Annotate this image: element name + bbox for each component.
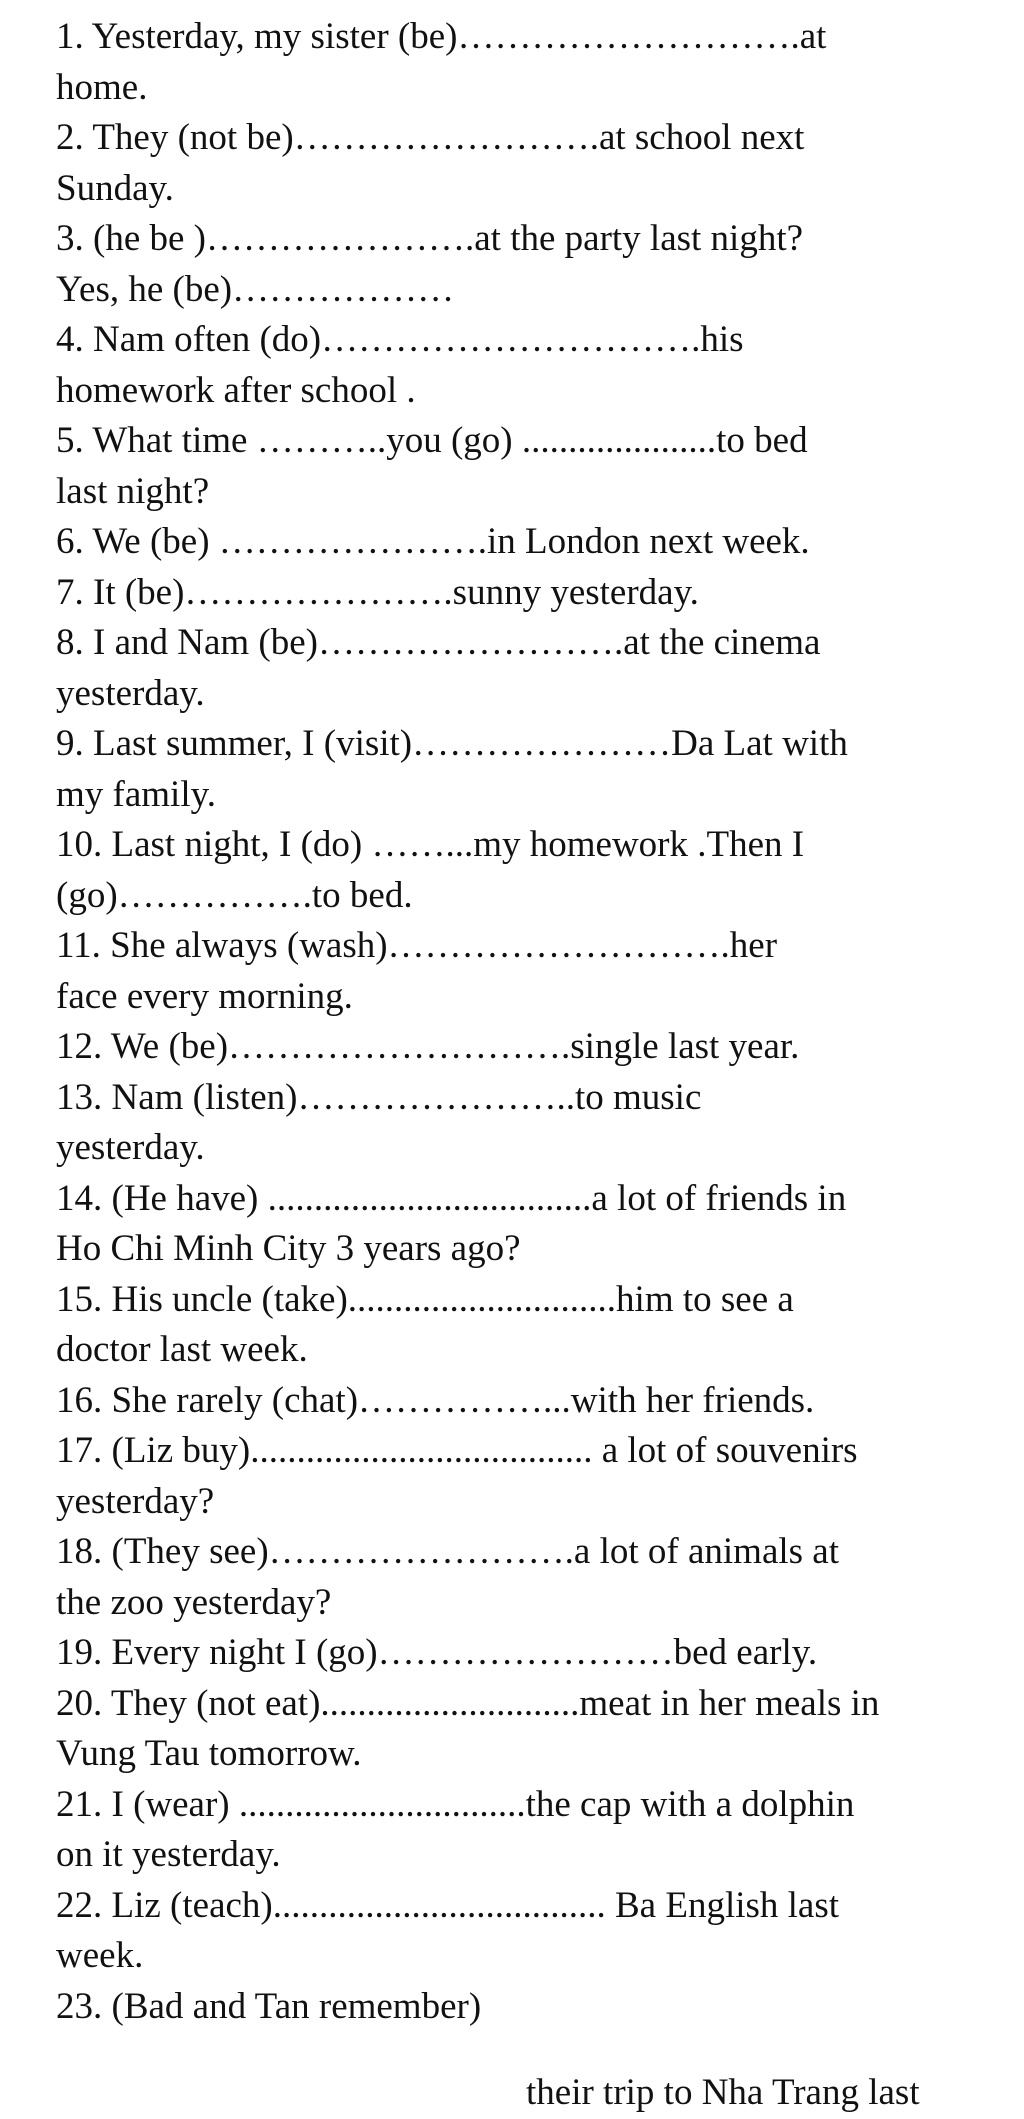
exercise-line: 20. They (not eat)............................meat in her meals in xyxy=(56,1682,880,1724)
exercise-line: 8. I and Nam (be)…………………….at the cinema xyxy=(56,622,821,663)
exercise-line: last night? xyxy=(56,470,210,512)
exercise-line: 18. (They see)…………………….a lot of animals at xyxy=(56,1531,839,1572)
exercise-line: week. xyxy=(56,1935,144,1976)
cut-off-line: their trip to Nha Trang last xyxy=(526,2072,920,2113)
exercise-line: 16. She rarely (chat)……………...with her friends. xyxy=(56,1379,815,1421)
exercise-line: 7. It (be)………………….sunny yesterday. xyxy=(56,571,699,613)
exercise-line: (go)…………….to bed. xyxy=(56,874,413,916)
exercise-line: 6. We (be) ………………….in London next week. xyxy=(56,521,810,562)
exercise-line: yesterday. xyxy=(56,1127,205,1168)
exercise-line: Yes, he (be)……………… xyxy=(56,268,455,310)
exercise-line: yesterday. xyxy=(56,672,205,714)
exercise-line: face every morning. xyxy=(56,975,353,1017)
exercise-line: Vung Tau tomorrow. xyxy=(56,1733,362,1774)
exercise-line: doctor last week. xyxy=(56,1329,308,1370)
exercise-line: 2. They (not be)…………………….at school next xyxy=(56,117,805,158)
exercise-list xyxy=(56,12,984,2032)
exercise-line: 11. She always (wash)……………………….her xyxy=(56,925,778,966)
exercise-line: Ho Chi Minh City 3 years ago? xyxy=(56,1228,521,1269)
exercise-line: yesterday? xyxy=(56,1480,215,1522)
exercise-line: home. xyxy=(56,66,148,108)
exercise-line: the zoo yesterday? xyxy=(56,1581,332,1623)
exercise-line: on it yesterday. xyxy=(56,1834,281,1875)
exercise-line: 21. I (wear) ...............................the cap with a dolphin xyxy=(56,1783,855,1825)
exercise-line: 12. We (be)……………………….single last year. xyxy=(56,1026,800,1067)
exercise-line: homework after school . xyxy=(56,369,416,411)
exercise-line: 1. Yesterday, my sister (be)……………………….at xyxy=(56,16,827,57)
exercise-line: 10. Last night, I (do) ……...my homework .Then I xyxy=(56,824,805,865)
exercise-line: 3. (he be )………………….at the party last night? xyxy=(56,218,804,259)
exercise-line: 9. Last summer, I (visit)…………………Da Lat with xyxy=(56,723,848,764)
exercise-line: 15. His uncle (take).............................him to see a xyxy=(56,1278,794,1320)
exercise-line: 13. Nam (listen)…………………..to music xyxy=(56,1076,702,1118)
exercise-line: 23. (Bad and Tan remember) xyxy=(56,1985,482,2027)
exercise-line: my family. xyxy=(56,773,216,815)
exercise-line: 4. Nam often (do)………………………….his xyxy=(56,319,744,360)
exercise-line: 5. What time ………..you (go) .....................to bed xyxy=(56,420,808,461)
exercise-line: 22. Liz (teach).................................... Ba English last xyxy=(56,1884,840,1926)
exercise-line: Sunday. xyxy=(56,167,174,209)
exercise-line: 17. (Liz buy)..................................... a lot of souvenirs xyxy=(56,1430,858,1471)
exercise-line: 14. (He have) ...................................a lot of friends in xyxy=(56,1177,847,1219)
exercise-line: 19. Every night I (go)……………………bed early. xyxy=(56,1632,818,1673)
